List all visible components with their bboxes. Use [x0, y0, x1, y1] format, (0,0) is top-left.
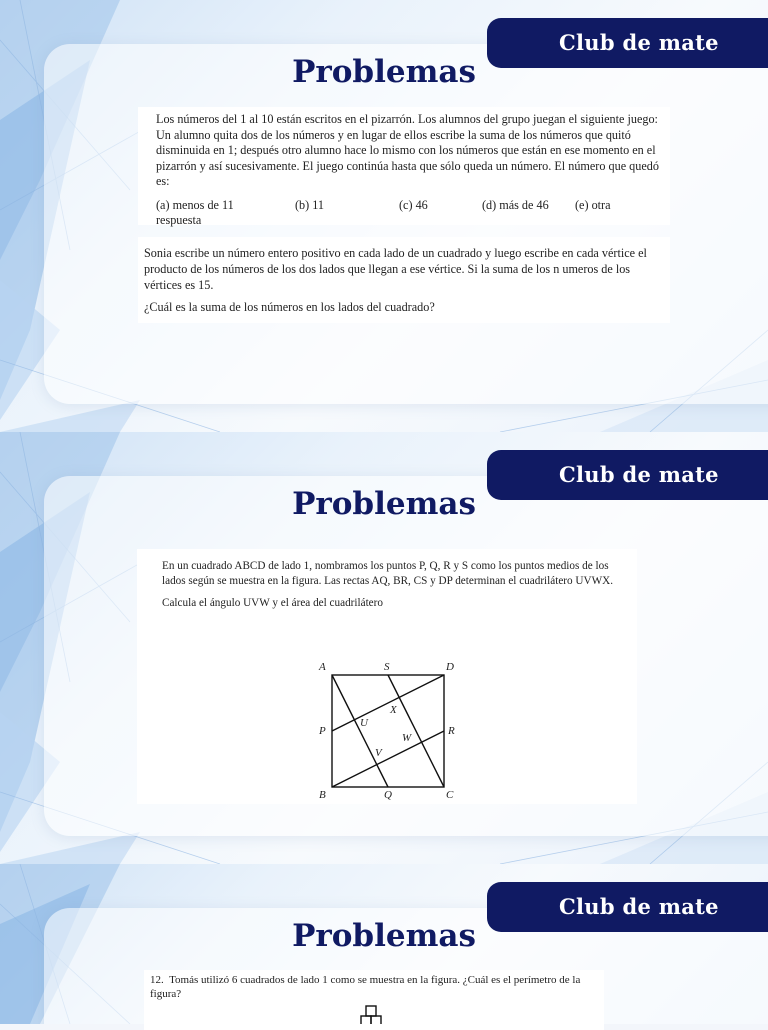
answer-options — [156, 198, 660, 230]
label-d: D — [446, 661, 454, 673]
label-q: Q — [384, 789, 392, 801]
problem-text: En un cuadrado ABCD de lado 1, nombramos los puntos P, Q, R y S como los puntos medios de los lados según se muestra en la figura. Las rectas AQ, BR, CS y DP determinan el cuadrilátero UVWX. — [162, 560, 614, 587]
problem-body: Tomás utilizó 6 cuadrados de lado 1 como se muestra en la figura. ¿Cuál es el perímetro de la figura? — [150, 974, 581, 1000]
square-abcd — [332, 675, 444, 787]
label-x: X — [390, 704, 397, 716]
option-e: (e) otra — [575, 197, 611, 212]
club-badge: Club de mate — [487, 18, 768, 68]
slide-title: Problemas — [292, 486, 476, 522]
square-figure — [314, 657, 464, 802]
label-b: B — [319, 789, 326, 801]
slide-1 — [0, 0, 768, 432]
problem-number: 12. — [150, 974, 164, 986]
problem-text — [150, 974, 594, 1001]
problem-question: Calcula el ángulo UVW y el área del cuadrilátero — [162, 597, 383, 609]
problem-question: ¿Cuál es la suma de los números en los lados del cuadrado? — [144, 300, 435, 314]
label-u: U — [360, 717, 368, 729]
option-b: (b) 11 — [295, 197, 324, 212]
label-w: W — [402, 732, 412, 744]
label-a: A — [319, 661, 326, 673]
line-br — [332, 731, 444, 787]
option-a: (a) menos de 11 — [156, 197, 234, 212]
line-dp — [332, 675, 444, 731]
label-r: R — [448, 725, 455, 737]
slide-title: Problemas — [292, 918, 476, 954]
option-d: (d) más de 46 — [482, 197, 549, 212]
club-badge: Club de mate — [487, 450, 768, 500]
squares-figure — [358, 1004, 394, 1024]
line-aq — [332, 675, 388, 787]
label-c: C — [446, 789, 454, 801]
label-s: S — [384, 661, 390, 673]
problem-text: Los números del 1 al 10 están escritos en el pizarrón. Los alumnos del grupo juegan el siguiente juego: Un alumno quita dos de los números y en lugar de ellos escribe la suma de los números que quitó disminuida en 1; después otro alumno hace lo mismo con los números que están en ese momento en el pizarrón y así sucesivamente. El juego continúa hasta que sólo queda un número. El número que quedó es: — [156, 112, 659, 188]
club-badge: Club de mate — [487, 882, 768, 932]
line-cs — [388, 675, 444, 787]
label-p: P — [319, 725, 326, 737]
problem-text: Sonia escribe un número entero positivo en cada lado de un cuadrado y luego escribe en cada vértice el producto de los números de los dos lados que llegan a ese vértice. Si la suma de los n umeros de los vértices es 15. — [144, 246, 647, 292]
slide-title: Problemas — [292, 54, 476, 90]
option-c: (c) 46 — [399, 197, 428, 212]
label-v: V — [375, 747, 382, 759]
problem-box-2 — [138, 237, 670, 323]
problem-box-1 — [138, 107, 670, 225]
option-e-tail: respuesta — [156, 212, 202, 227]
